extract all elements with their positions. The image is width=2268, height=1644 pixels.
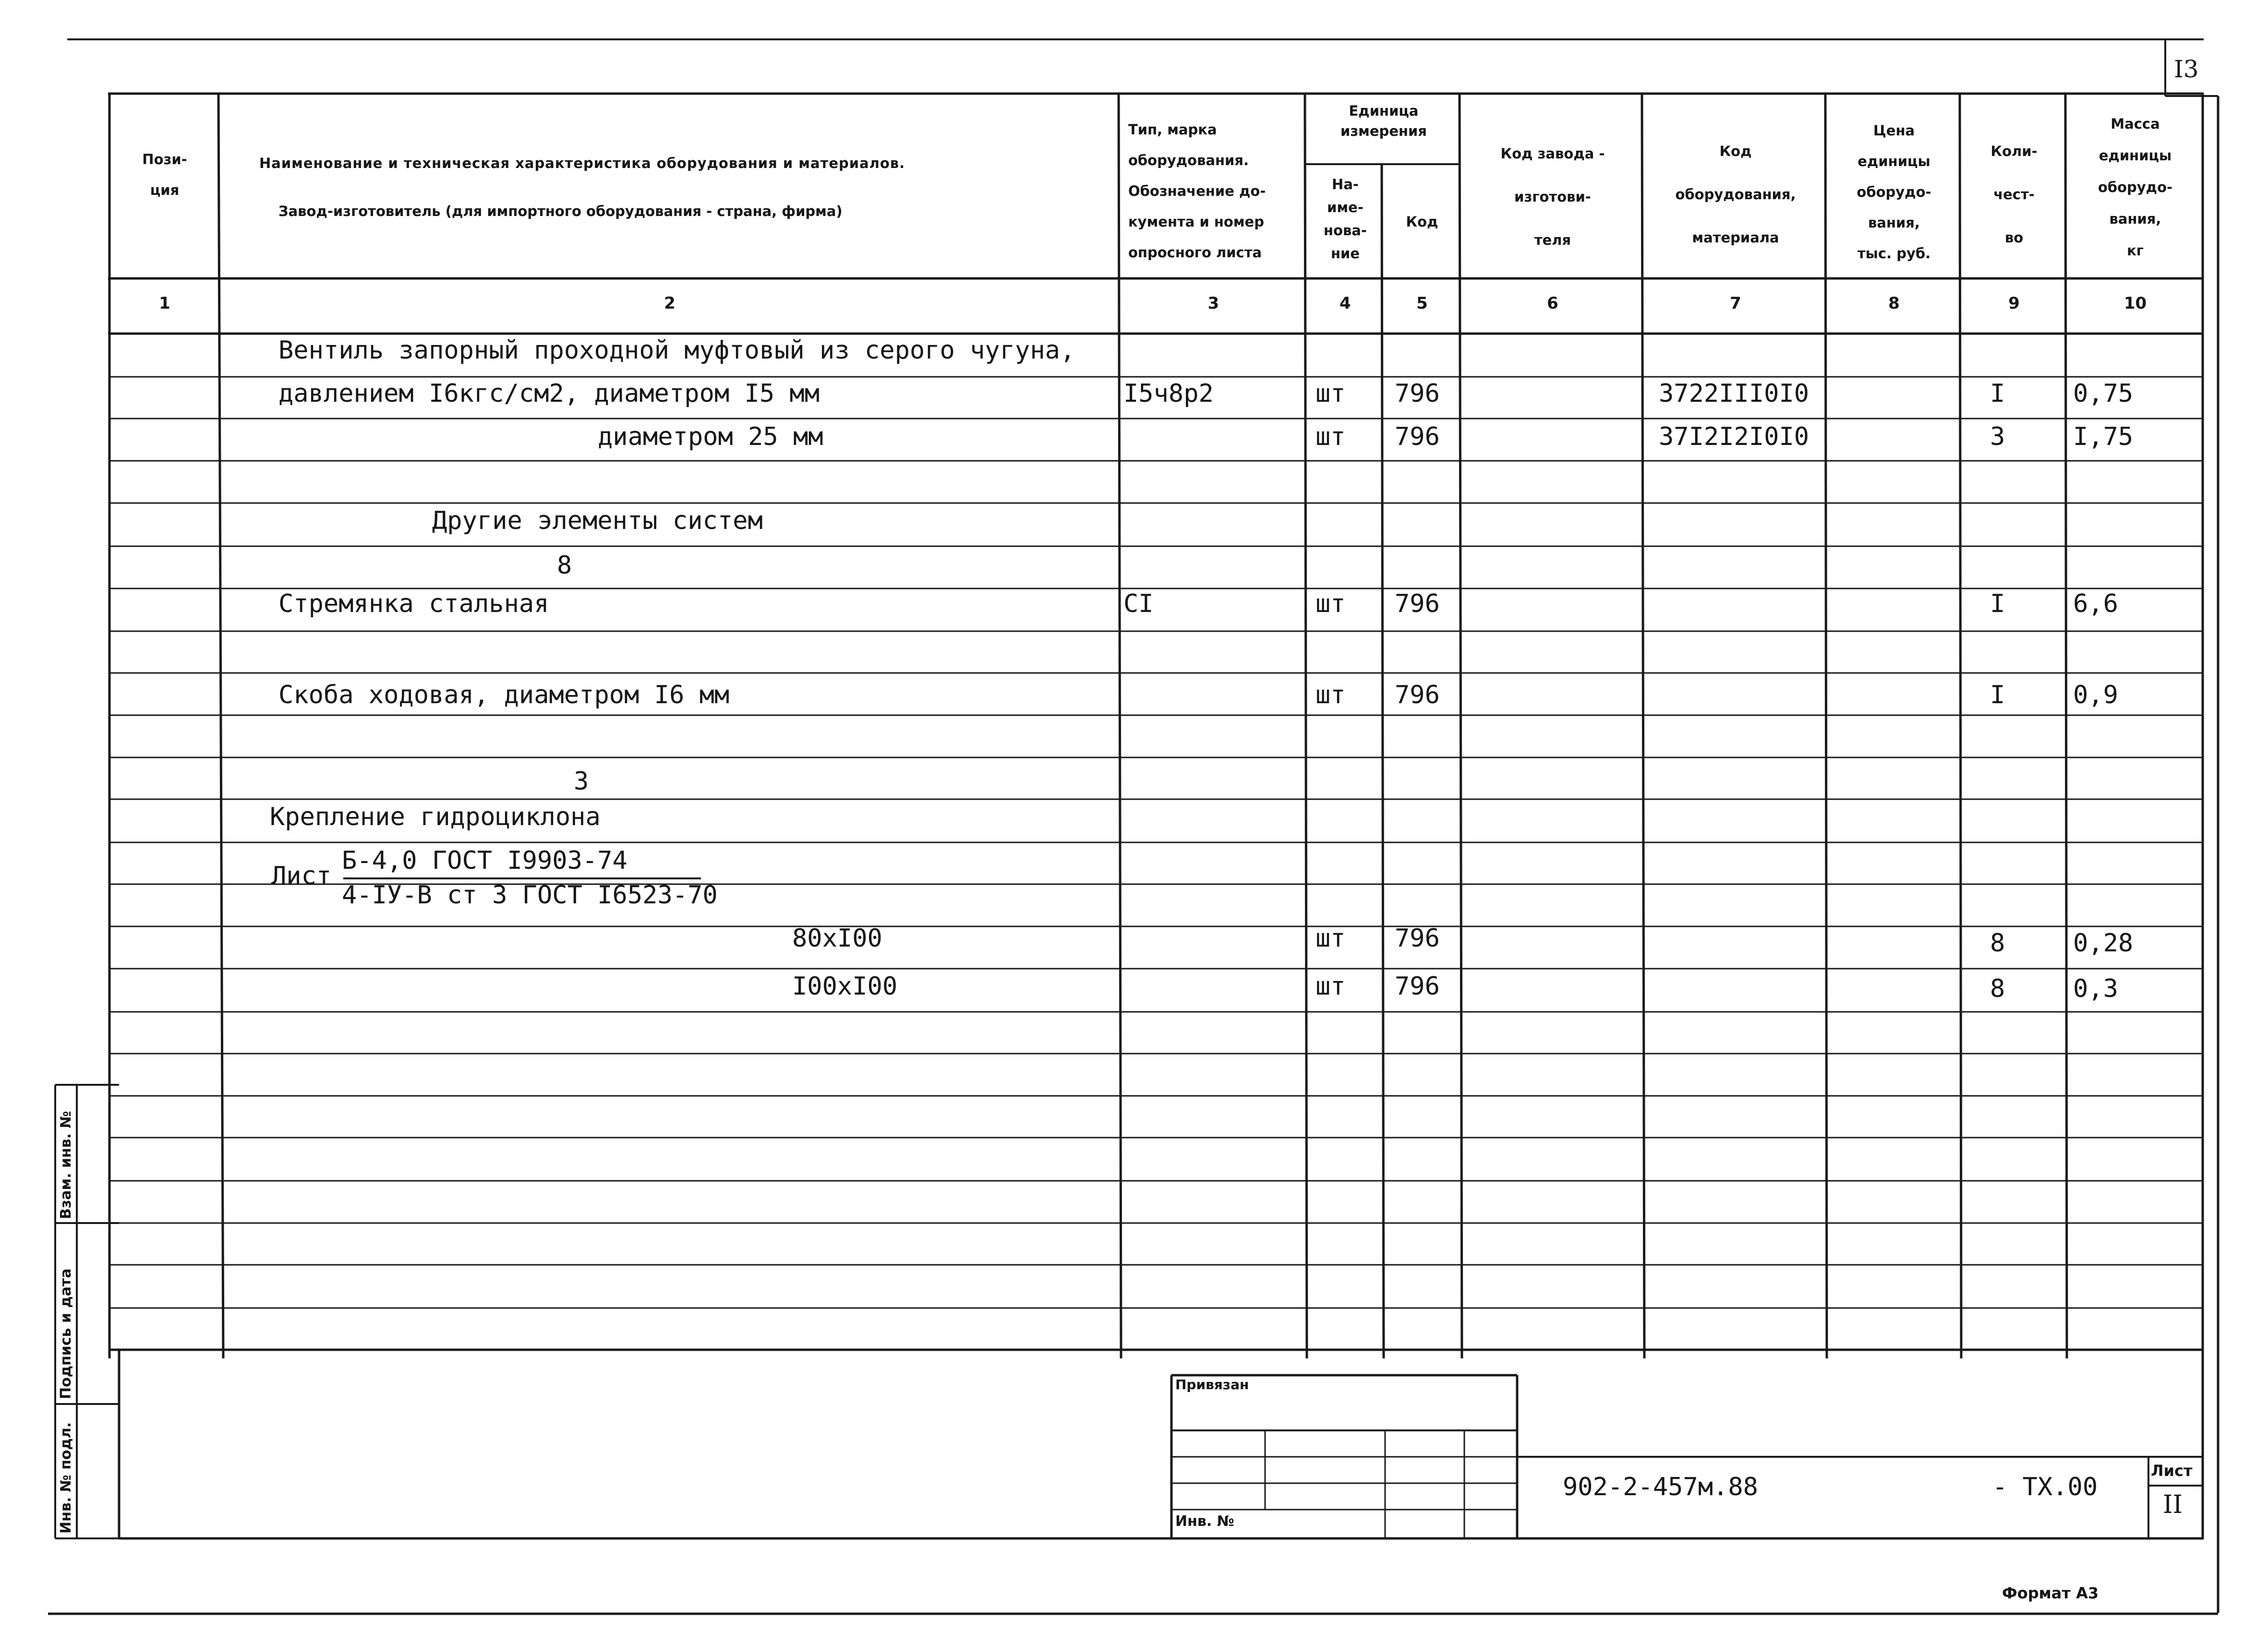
row-3-name: Другие элементы систем <box>432 506 763 535</box>
row-0-name: Вентиль запорный проходной муфтовый из серого чугуна, <box>278 336 1075 365</box>
col-number-4: 4 <box>1339 294 1351 313</box>
row-9-prefix: Лист <box>271 862 332 890</box>
stamp-list-label: Лист <box>2151 1462 2193 1480</box>
row-5-unit-code: 796 <box>1395 589 1440 618</box>
row-1-unit: шт <box>1315 379 1346 408</box>
row-1-unit-code: 796 <box>1395 379 1440 408</box>
header-equipment-code: Код оборудования, материала <box>1675 143 1796 246</box>
row-8-name: Крепление гидроциклона <box>270 803 601 831</box>
row-1-code: 3722III0I0 <box>1659 379 1810 408</box>
sheet-number: I3 <box>2174 55 2199 83</box>
row-2-unit-code: 796 <box>1395 422 1440 451</box>
row-1-name: давлением I6кгс/см2, диаметром I5 мм <box>278 379 820 408</box>
col-number-1: 1 <box>159 294 170 313</box>
col-number-8: 8 <box>1888 294 1900 313</box>
col-number-5: 5 <box>1416 294 1428 313</box>
row-2-code: 37I2I2I0I0 <box>1659 422 1810 451</box>
row-4-name: 8 <box>557 551 572 580</box>
stamp-doc-code: 902-2-457м.88 <box>1563 1473 1758 1501</box>
row-10-mass: 0,28 <box>2073 929 2134 958</box>
header-quantity: Коли- чест- во <box>1991 143 2038 246</box>
row-5-qty: I <box>1990 589 2005 618</box>
row-6-unit-code: 796 <box>1395 681 1440 709</box>
row-11-name: I00хI00 <box>792 972 898 1001</box>
col-number-7: 7 <box>1730 294 1741 313</box>
row-2-unit: шт <box>1315 422 1346 451</box>
side-label-inv-podl: Инв. № подл. <box>58 1422 74 1534</box>
header-unit: Единица измерения <box>1340 103 1427 139</box>
side-label-podpis: Подпись и дата <box>58 1268 74 1399</box>
stamp-doc-suffix: - ТХ.00 <box>1992 1473 2098 1501</box>
header-unit-code: Код <box>1406 214 1438 230</box>
header-price: Цена единицы оборудо- вания, тыс. руб. <box>1857 122 1931 262</box>
row-1-qty: I <box>1990 379 2005 408</box>
row-11-mass: 0,3 <box>2073 974 2118 1003</box>
col-number-3: 3 <box>1207 294 1219 313</box>
stamp-list-number: II <box>2163 1490 2183 1519</box>
row-2-mass: I,75 <box>2073 422 2134 451</box>
row-6-name: Скоба ходовая, диаметром I6 мм <box>278 681 730 709</box>
row-9-fraction-bottom: 4-IУ-В ст 3 ГОСТ I6523-70 <box>342 881 718 910</box>
row-10-name: 80хI00 <box>792 924 882 953</box>
header-name: Наименование и техническая характеристика оборудования и материалов. Завод-изготовитель (для импортного оборудования - страна, фирма) <box>259 155 905 219</box>
col-number-2: 2 <box>664 294 676 313</box>
row-11-unit-code: 796 <box>1395 972 1440 1001</box>
row-5-name: Стремянка стальная <box>278 589 549 618</box>
row-6-mass: 0,9 <box>2073 681 2118 709</box>
row-6-qty: I <box>1990 681 2005 709</box>
row-11-unit: шт <box>1315 972 1346 1001</box>
row-1-type: I5ч8р2 <box>1123 379 1214 408</box>
row-7-name: 3 <box>574 767 589 796</box>
header-unit-name: На- име- нова- ние <box>1324 176 1367 262</box>
stamp-inv-no: Инв. № <box>1175 1513 1234 1530</box>
row-2-name: диаметром 25 мм <box>598 422 823 451</box>
row-6-unit: шт <box>1315 681 1346 709</box>
header-mass: Масса единицы оборудо- вания, кг <box>2098 116 2173 259</box>
col-number-6: 6 <box>1547 294 1558 313</box>
row-11-qty: 8 <box>1990 974 2005 1003</box>
row-10-unit: шт <box>1315 924 1346 953</box>
header-position: Пози- ция <box>142 151 187 198</box>
header-factory-code: Код завода - изготови- теля <box>1500 145 1605 248</box>
row-10-unit-code: 796 <box>1395 924 1440 953</box>
row-10-qty: 8 <box>1990 929 2005 958</box>
stamp-privyazan: Привязан <box>1175 1377 1249 1392</box>
row-5-mass: 6,6 <box>2073 589 2118 618</box>
format-label: Формат А3 <box>2002 1584 2099 1602</box>
row-5-type: CI <box>1123 589 1154 618</box>
col-number-10: 10 <box>2123 294 2147 313</box>
header-type: Тип, марка оборудования. Обозначение до- кумента и номер опросного листа <box>1128 121 1266 261</box>
side-label-vzam: Взам. инв. № <box>58 1111 74 1219</box>
row-9-fraction-top: Б-4,0 ГОСТ I9903-74 <box>342 846 627 875</box>
row-1-mass: 0,75 <box>2073 379 2134 408</box>
col-number-9: 9 <box>2008 294 2020 313</box>
row-5-unit: шт <box>1315 589 1346 618</box>
row-2-qty: 3 <box>1990 422 2005 451</box>
